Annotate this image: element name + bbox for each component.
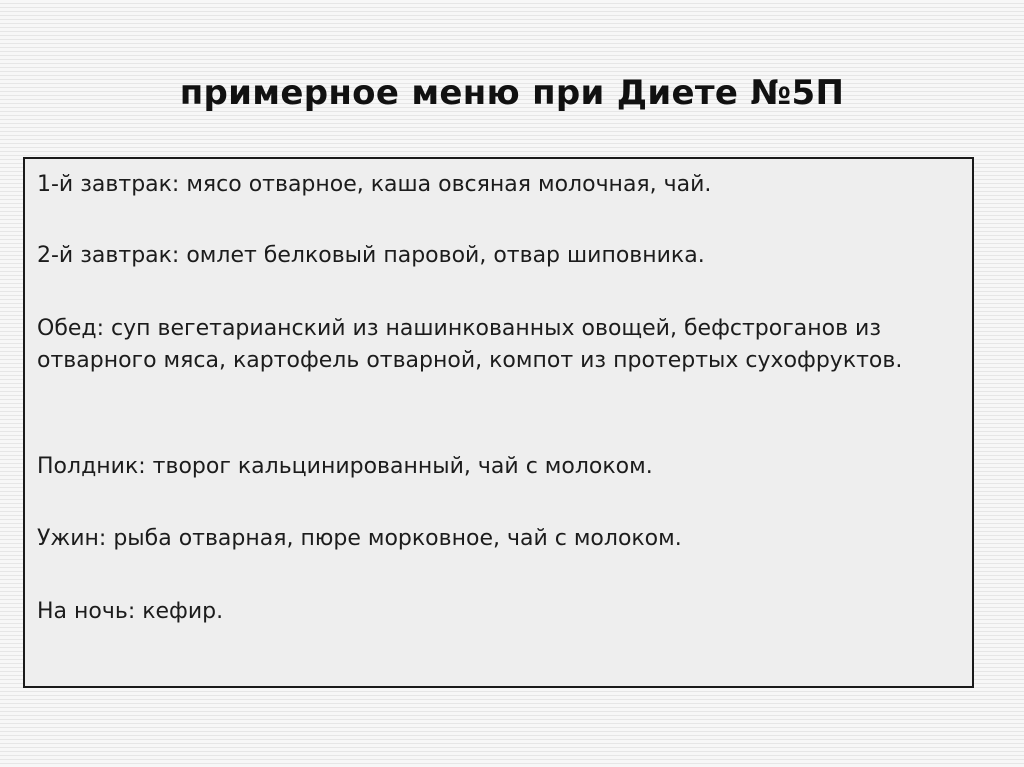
menu-item-breakfast-1 [37, 169, 967, 201]
meal-label: Полдник: [37, 454, 153, 479]
meal-dishes: суп вегетарианский из нашинкованных овощей, бефстроганов из отварного мяса, картофель отварной, компот из протертых сухофруктов. [37, 316, 903, 373]
meal-label: 1-й завтрак: [37, 172, 187, 197]
menu-item-night [37, 596, 967, 628]
meal-label: Обед: [37, 316, 112, 341]
meal-label: Ужин: [37, 526, 114, 551]
meal-dishes: творог кальцинированный, чай с молоком. [152, 454, 653, 479]
meal-dishes: рыба отварная, пюре морковное, чай с молоком. [113, 526, 682, 551]
menu-item-dinner [37, 523, 967, 555]
meal-label: На ночь: [37, 599, 143, 624]
meal-dishes: кефир. [142, 599, 224, 624]
menu-item-afternoon-snack [37, 451, 967, 483]
menu-box [23, 157, 974, 688]
slide-title: примерное меню при Диете №5П [179, 73, 845, 113]
menu-item-lunch [37, 313, 967, 377]
menu-item-breakfast-2 [37, 240, 967, 272]
meal-dishes: мясо отварное, каша овсяная молочная, чай. [186, 172, 712, 197]
meal-dishes: омлет белковый паровой, отвар шиповника. [186, 243, 705, 268]
meal-label: 2-й завтрак: [37, 243, 187, 268]
